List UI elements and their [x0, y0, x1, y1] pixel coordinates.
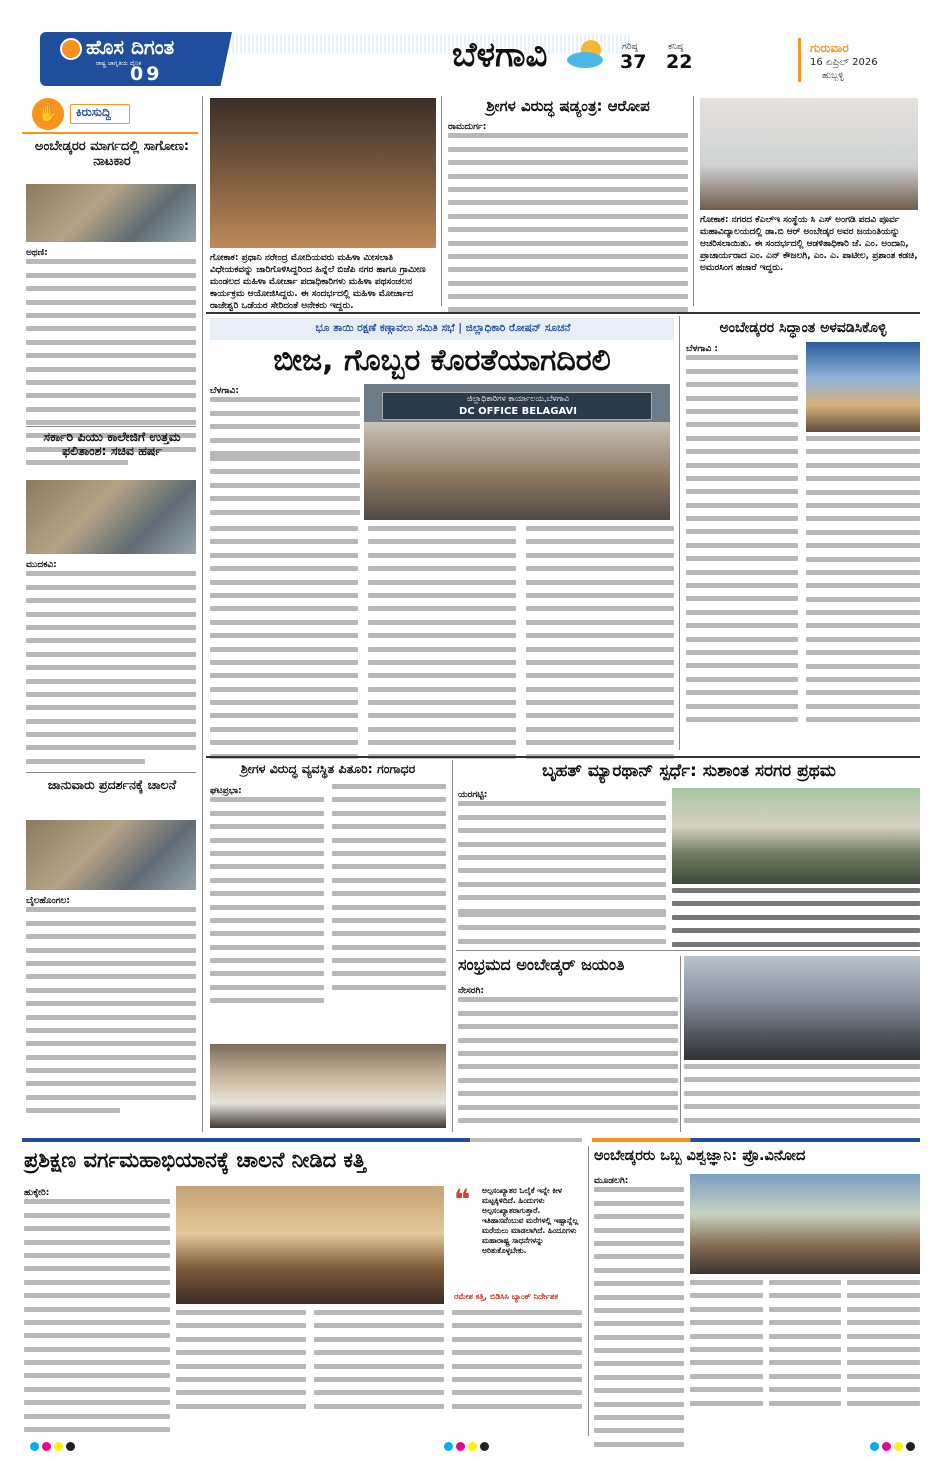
bottom-left-photo [176, 1186, 444, 1304]
bottom-right-photo [690, 1174, 920, 1274]
divider [206, 312, 920, 314]
min-temp-label: ಕನಿಷ್ಠ [668, 42, 684, 52]
dc-office-sign-kannada: ಜಿಲ್ಲಾಧಿಕಾರಿಗಳ ಕಾರ್ಯಾಲಯ,ಬೆಳಗಾವಿ [466, 394, 570, 403]
registration-marks-center [444, 1442, 489, 1451]
lead-headline: ಬೀಜ, ಗೊಬ್ಬರ ಕೊರತೆಯಾಗದಿರಲಿ [273, 343, 611, 378]
right-col-b [806, 436, 920, 731]
lead-col1-cont [210, 456, 360, 523]
bottom-right-top-bar [592, 1138, 920, 1142]
marathon-photo [672, 788, 920, 884]
bottom-left-col1 [24, 1186, 170, 1440]
bottom-right-body [690, 1280, 920, 1414]
logo-emblem-icon [60, 38, 82, 60]
right-dateline: ಬೆಳಗಾವಿ : [686, 344, 718, 354]
jayanti-body [458, 984, 678, 1131]
story1-headline: ಅಂಬೇಡ್ಕರರ ಮಾರ್ಗದಲ್ಲಿ ಸಾಗೋಣ: ನಾಟಕಾರ [34, 139, 190, 169]
weekday: ಗುರುವಾರ [810, 41, 849, 55]
lead-col1 [210, 384, 360, 464]
story2-body [26, 558, 196, 772]
divider [26, 426, 196, 427]
top-mid-body [448, 120, 688, 334]
top-left-caption: ಗೋಕಾಕ: ಪ್ರಧಾನಿ ನರೇಂದ್ರ ಮೋದಿಯವರು ಮಹಿಳಾ ಮೀಸಲಾತಿ ವಿಧೇಯಕವನ್ನು ಜಾರಿಗೊಳಿಸಿದ್ದರಿಂದ ಹಿನ್ನೆಲೆ ಬಿಜೆಪಿ ನಗರ ಹಾಗೂ ಗ್ರಾಮೀಣ ಮಂಡಲದ ಮಹಿಳಾ ಮೋರ್ಚಾ ಪದಾಧಿಕಾರಿಗಳು ಮಹಿಳಾ ಪಥಸಂಚಲನ ಕಾರ್ಯಕ್ರಮ ಆಯೋಜಿಸಿದ್ದರು. ಈ ಸಂದರ್ಭದಲ್ಲಿ ಮಹಿಳಾ ಮೋರ್ಚಾದ ರಾಜೇಶ್ವರಿ ಒಡೆಯರ ಸೇರಿದಂತೆ ಅನೇಕರು ಇದ್ದರು. [210, 253, 426, 311]
story3-photo [26, 820, 196, 890]
divider [26, 772, 196, 773]
right-headline: ಅಂಬೇಡ್ಕರರ ಸಿದ್ಧಾಂತ ಅಳವಡಿಸಿಕೊಳ್ಳಿ [719, 320, 887, 336]
column-rule [679, 316, 680, 750]
edition-name: ಬೆಳಗಾವಿ [452, 35, 548, 75]
logo-text: ಹೊಸ ದಿಗಂತ [86, 35, 175, 59]
midleft-dateline: ಘಟಪ್ರಭಾ: [210, 786, 242, 796]
quote-mark-icon: ❝ [454, 1183, 471, 1216]
lead-dateline: ಬೆಳಗಾವಿ: [210, 386, 239, 396]
lead-kicker: ಭೂ ತಾಯಿ ರಕ್ಷಣೆ ಕಣ್ಗಾವಲು ಸಮಿತಿ ಸಭೆ | ಜಿಲ್ಲಾಧಿಕಾರಿ ರೋಷನ್ ಸೂಚನೆ [315, 322, 571, 334]
bottom-right-col1 [594, 1174, 684, 1455]
max-temp-label: ಗರಿಷ್ಠ [622, 42, 638, 52]
bottom-left-body [176, 1310, 582, 1417]
marathon-caption [672, 888, 920, 955]
marathon-headline: ಬೃಹತ್ ಮ್ಯಾರಥಾನ್ ಸ್ಪರ್ಧೆ: ಸುಶಾಂತ ಸರಗರ ಪ್ರಥಮ [542, 761, 836, 781]
bottom-right-dateline: ಮೂಡಲಗಿ: [594, 1176, 629, 1186]
logo-tagline: ರಾಷ್ಟ್ರ ಜಾಗೃತಿಯ ದೈನಿಕ [96, 60, 142, 67]
marathon-body-wide [458, 912, 666, 952]
top-right-photo [700, 98, 918, 210]
quote-text: ಅಲ್ಪಸಂಖ್ಯಾತರ ಓಲೈಕೆ ಇನ್ನೇ ಕೀಳ ಮಟ್ಟಕ್ಕಿಳಿದಿದೆ. ಹಿಂದುಗಳು ಅಲ್ಪಸಂಖ್ಯಾತರಾಗುತ್ತಾರೆ. ಇತಿಹಾಸವೆಂಬುವ ಮರೆಗಳಲ್ಲಿ ಇಷ್ಟಾನ್ನೆಲ್ಲ ಮರೆಯಲು ಮಾಡಲಾಗಿದೆ. ಹಿಂದೂಗಳು ಮಹಾರಾಷ್ಟ್ರ ಸಾಧನೆಗಳನ್ನು ಅರಿತುಕೊಳ್ಳಬೇಕು. [482, 1186, 579, 1255]
hand-icon: ✋ [32, 98, 64, 130]
column-rule [452, 760, 453, 1132]
right-col-a [686, 342, 798, 730]
quote-author: ರಮೇಶ ಕತ್ತಿ, ಬಿಡಿಸಿಸಿ ಬ್ಯಾಂಕ್ ನಿರ್ದೇಶಕ [454, 1292, 558, 1301]
divider [206, 756, 920, 758]
max-temp: 37 [620, 51, 647, 73]
bottom-left-dateline: ಹುಕ್ಕೇರಿ: [24, 1188, 50, 1198]
date: 16 ಏಪ್ರಿಲ್ 2026 [810, 57, 878, 68]
story3-dateline: ಬೈಲಹೊಂಗಲ: [26, 896, 70, 906]
column-rule [202, 96, 203, 1132]
column-rule [693, 96, 694, 306]
jayanti-headline: ಸಂಭ್ರಮದ ಅಂಬೇಡ್ಕರ್ ಜಯಂತಿ [458, 955, 625, 974]
story3-headline: ಜಾನುವಾರು ಪ್ರದರ್ಶನಕ್ಕೆ ಚಾಲನೆ [47, 777, 177, 792]
lead-photo [364, 384, 670, 520]
bottom-left-headline: ಪ್ರಶಿಕ್ಷಣ ವರ್ಗಮಹಾಭಿಯಾನಕ್ಕೆ ಚಾಲನೆ ನೀಡಿದ ಕತ್ತಿ [24, 1148, 366, 1172]
quote-box [452, 1184, 582, 1320]
registration-marks-right [870, 1442, 915, 1451]
column-rule [441, 96, 442, 306]
kirusuddi-title: ಕಿರುಸುದ್ದಿ [76, 105, 111, 119]
date-box-accent [798, 38, 801, 82]
midleft-headline: ಶ್ರೀಗಳ ವಿರುದ್ಧ ವ್ಯವಸ್ಥಿತ ಪಿತೂರಿ: ಗಂಗಾಧರ [240, 761, 416, 776]
story2-dateline: ಮುದಕವಿ: [26, 560, 57, 570]
registration-marks-left [30, 1442, 75, 1451]
divider [456, 950, 920, 951]
top-right-caption: ಗೋಕಾಕ: ನಗರದ ಕೆಎಲ್ಇ ಸಂಸ್ಥೆಯ ಸಿ ಎಸ್ ಅಂಗಡಿ ಪದವಿ ಪೂರ್ವ ಮಹಾವಿದ್ಯಾಲಯದಲ್ಲಿ ಡಾ.ಬಿ ಆರ್ ಅಂಬೇಡ್ಕರ ಅವರ ಜಯಂತಿಯನ್ನು ಆಚರಿಸಲಾಯಿತು. ಈ ಸಂದರ್ಭದಲ್ಲಿ ಆಡಳಿತಾಧಿಕಾರಿ ಜೆ. ಎಂ. ಅಂದಾನಿ, ಪ್ರಾಚಾರ್ಯರಾದ ಎಂ. ಎನ್ ಕೌಜಲಗಿ, ಎಂ. ಎ. ಪಾಟೀಲ, ಪ್ರಶಾಂತ ಕಡಚಿ, ಅಮರಸಿಂಗ ಹಜಾರೆ ಇದ್ದರು. [700, 215, 918, 273]
weather-sun-cloud-icon [565, 38, 609, 70]
kirusuddi-column [22, 92, 198, 1134]
bottom-left-top-bar [22, 1138, 582, 1142]
top-mid-headline: ಶ್ರೀಗಳ ವಿರುದ್ಧ ಷಡ್ಯಂತ್ರ: ಆರೋಪ [486, 97, 650, 115]
marathon-dateline: ಯರಗಟ್ಟಿ: [458, 790, 488, 800]
city: ಹುಬ್ಬಳ್ಳಿ [822, 71, 844, 81]
midleft-body [210, 784, 446, 1005]
story1-photo [26, 184, 196, 242]
min-temp: 22 [666, 51, 693, 73]
dc-office-sign-english: DC OFFICE BELAGAVI [459, 406, 577, 417]
jayanti-caption [684, 1064, 920, 1131]
column-rule [680, 956, 681, 1132]
column-rule [588, 1146, 589, 1436]
bottom-right-headline: ಅಂಬೇಡ್ಕರರು ಒಬ್ಬ ವಿಶ್ವಜ್ಞಾನಿ: ಪ್ರೊ.ವಿನೋದ [594, 1148, 806, 1164]
right-photo [806, 342, 920, 432]
midleft-photo [210, 1044, 446, 1128]
story1-dateline: ಅಥಣಿ: [26, 248, 48, 258]
lead-body [210, 526, 674, 767]
story2-headline: ಸರ್ಕಾರಿ ಪಿಯು ಕಾಲೇಜಿಗೆ ಉತ್ತಮ ಫಲಿತಾಂಶ: ಸಚಿವ ಹರ್ಷ [43, 429, 181, 459]
page-number: 09 [130, 63, 163, 85]
jayanti-dateline: ನೇಸರಗಿ: [458, 986, 485, 996]
jayanti-photo [684, 956, 920, 1060]
top-mid-dateline: ರಾಮದುರ್ಗ: [448, 122, 487, 132]
top-left-photo [210, 98, 436, 248]
kirusuddi-header [22, 98, 198, 134]
story2-photo [26, 480, 196, 554]
story3-body [26, 894, 196, 1122]
marathon-body [458, 788, 666, 922]
masthead [0, 0, 945, 90]
